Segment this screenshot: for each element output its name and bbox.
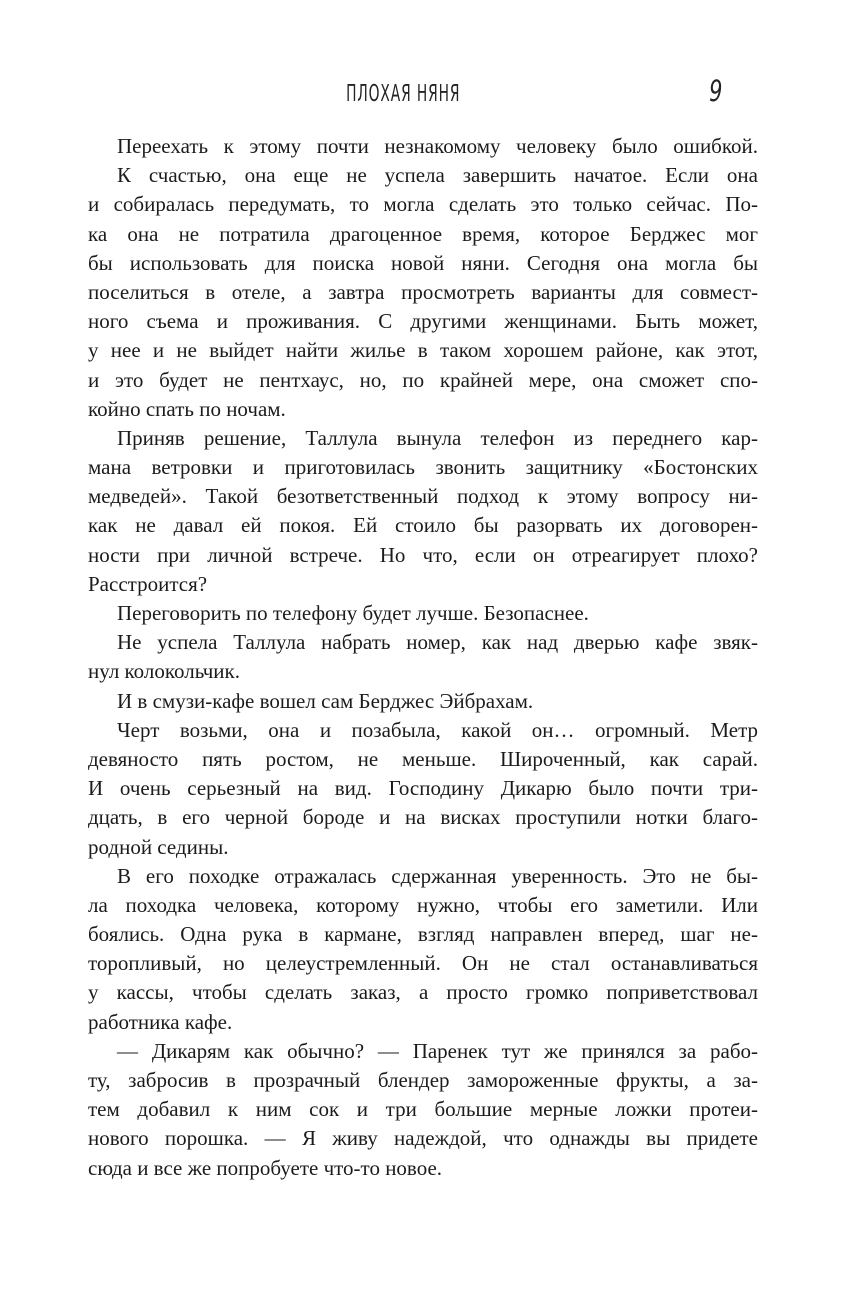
text-line: девяносто пять ростом, не меньше. Широченный, как сарай. (88, 746, 758, 771)
text-line: дцать, в его черной бороде и на висках проступили нотки благо- (88, 805, 758, 830)
text-line: койно спать по ночам. (88, 396, 286, 421)
text-line: К счастью, она еще не успела завершить начатое. Если она (117, 163, 758, 188)
paragraph (88, 862, 758, 1037)
text-line: медведей». Такой безответственный подход к этому вопросу ни- (88, 484, 758, 509)
text-line: нул колокольчик. (88, 659, 240, 684)
text-line: ла походка человека, которому нужно, чтобы его заметили. Или (88, 892, 758, 917)
text-line: нового порошка. — Я живу надеждой, что однажды вы придете (88, 1126, 758, 1151)
running-header-title: ПЛОХАЯ НЯНЯ (345, 81, 461, 107)
text-line: мана ветровки и приготовилась звонить защитнику «Бостонских (88, 455, 758, 480)
text-line: ка она не потратила драгоценное время, которое Берджес мог (88, 221, 758, 246)
text-line: ного съема и проживания. С другими женщинами. Быть может, (88, 309, 758, 334)
text-line: И в смузи-кафе вошел сам Берджес Эйбрахам. (117, 688, 534, 713)
text-line: у кассы, чтобы сделать заказ, а просто громко поприветствовал (88, 980, 758, 1005)
paragraph (88, 599, 758, 628)
text-line: ту, забросив в прозрачный блендер замороженные фрукты, а за- (88, 1068, 758, 1092)
paragraph (88, 716, 758, 862)
text-line: торопливый, но целеустремленный. Он не стал останавливаться (88, 951, 758, 976)
text-line: И очень серьезный на вид. Господину Дикарю было почти три- (88, 776, 758, 801)
text-line: сюда и все же попробуете что-то новое. (88, 1155, 443, 1180)
text-line: Переговорить по телефону будет лучше. Безопаснее. (117, 601, 589, 625)
paragraph (88, 1037, 758, 1183)
paragraph (88, 424, 758, 599)
text-line: работника кафе. (88, 1009, 233, 1034)
running-header (0, 83, 806, 106)
text-line: — Дикарям как обычно? — Паренек тут же принялся за рабо- (117, 1038, 758, 1063)
text-line: тем добавил к ним сок и три большие мерные ложки протеи- (88, 1097, 758, 1122)
text-line: Переехать к этому почти незнакомому человеку было ошибкой. (117, 134, 758, 158)
text-line: родной седины. (88, 834, 229, 859)
paragraph (88, 628, 758, 686)
text-line: и собиралась передумать, то могла сделать это только сейчас. По- (88, 192, 758, 217)
text-line: Черт возьми, она и позабыла, какой он… огромный. Метр (117, 717, 758, 742)
text-line: и это будет не пентхаус, но, по крайней мере, она сможет спо- (88, 367, 758, 392)
text-line: у нее и не выйдет найти жилье в таком хорошем районе, как этот, (88, 338, 758, 363)
paragraph (88, 687, 758, 716)
text-block (88, 132, 758, 1183)
text-line: бы использовать для поиска новой няни. Сегодня она могла бы (88, 250, 758, 275)
paragraph (88, 161, 758, 424)
text-line: Не успела Таллула набрать номер, как над дверью кафе звяк- (117, 630, 758, 655)
text-line: боялись. Одна рука в кармане, взгляд направлен вперед, шаг не- (88, 922, 758, 947)
text-line: поселиться в отеле, а завтра просмотреть варианты для совмест- (88, 279, 758, 304)
text-line: ности при личной встрече. Но что, если он отреагирует плохо? (88, 542, 758, 567)
page-number: 9 (708, 74, 722, 108)
text-line: Приняв решение, Таллула вынула телефон из переднего кар- (117, 425, 758, 450)
paragraph (88, 132, 758, 161)
text-line: В его походке отражалась сдержанная уверенность. Это не бы- (117, 863, 758, 888)
text-line: Расстроится? (88, 571, 208, 596)
text-line: как не давал ей покоя. Ей стоило бы разорвать их договорен- (88, 513, 758, 538)
